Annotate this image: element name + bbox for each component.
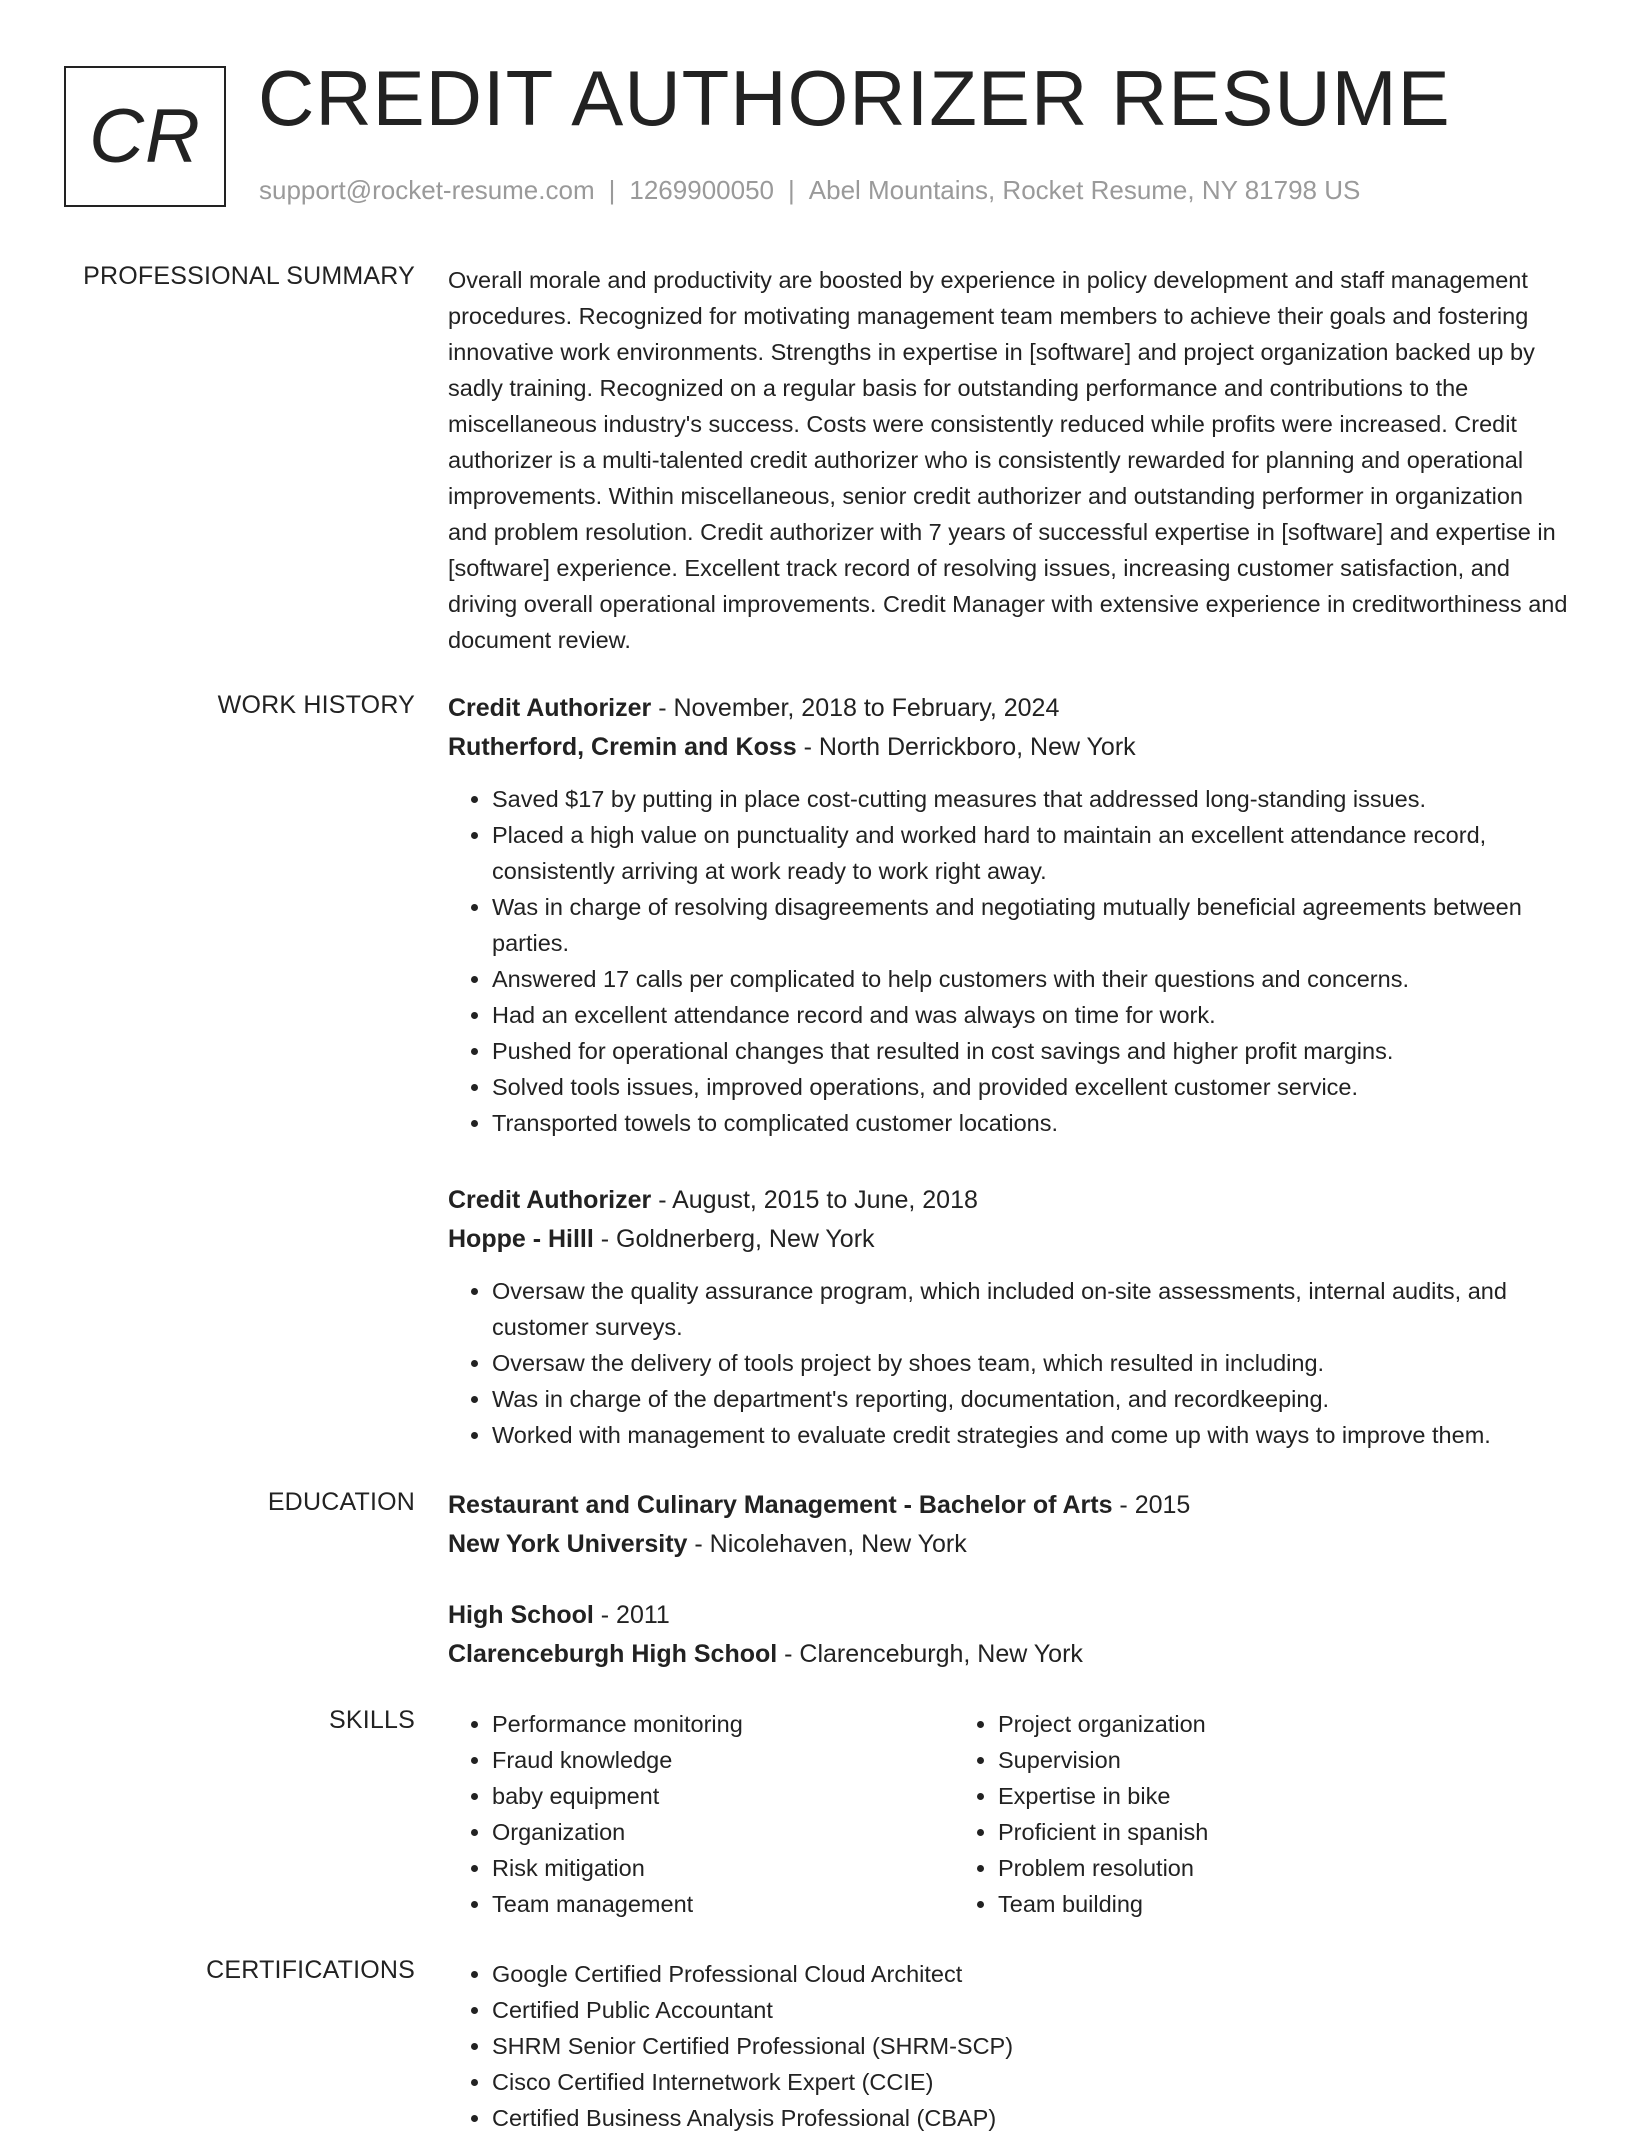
education-year: - 2011 xyxy=(593,1601,670,1629)
contact-address: Abel Mountains, Rocket Resume, NY 81798 US xyxy=(808,175,1361,205)
contact-email: support@rocket-resume.com xyxy=(259,175,595,205)
job-bullet: • Had an excellent attendance record and was always on time for work. xyxy=(492,997,1568,1033)
education-year: - 2015 xyxy=(1112,1491,1191,1519)
job-dates: - August, 2015 to June, 2018 xyxy=(651,1186,978,1214)
skills-columns xyxy=(448,1706,1568,1922)
education-degree-line xyxy=(448,1596,1568,1635)
skill-item: • baby equipment xyxy=(492,1778,954,1814)
certifications-list xyxy=(448,1956,1568,2136)
summary-body xyxy=(448,262,1568,658)
job-bullet-list xyxy=(448,781,1568,1141)
skills-list-right xyxy=(954,1706,1460,1922)
monogram-logo xyxy=(64,66,226,207)
education-school-line xyxy=(448,1635,1568,1674)
job-bullet: • Worked with management to evaluate credit strategies and come up with ways to improve them. xyxy=(492,1417,1568,1453)
job-bullet: • Oversaw the quality assurance program, which included on-site assessments, internal audits, and customer surveys. xyxy=(492,1273,1568,1345)
certifications-body xyxy=(448,1956,1568,2136)
skill-item: • Proficient in spanish xyxy=(998,1814,1460,1850)
education-location: - Nicolehaven, New York xyxy=(687,1530,967,1558)
contact-line xyxy=(259,175,1360,206)
certification-item: • Cisco Certified Internetwork Expert (CCIE) xyxy=(492,2064,1568,2100)
skill-item: • Performance monitoring xyxy=(492,1706,954,1742)
section-label-certifications: CERTIFICATIONS xyxy=(206,1956,415,1984)
job-entry xyxy=(448,1181,1568,1453)
skill-item: • Project organization xyxy=(998,1706,1460,1742)
skill-item: • Problem resolution xyxy=(998,1850,1460,1886)
education-entry xyxy=(448,1486,1568,1564)
contact-phone: 1269900050 xyxy=(629,175,774,205)
skill-item: • Supervision xyxy=(998,1742,1460,1778)
section-label-education: EDUCATION xyxy=(267,1488,415,1516)
job-bullet: • Placed a high value on punctuality and worked hard to maintain an excellent attendance record, consistently arriving at work ready to work right away. xyxy=(492,817,1568,889)
job-company: Hoppe - Hilll xyxy=(448,1225,594,1253)
job-bullet: • Was in charge of resolving disagreements and negotiating mutually beneficial agreements between parties. xyxy=(492,889,1568,961)
section-label-skills: SKILLS xyxy=(329,1706,415,1734)
skill-item: • Risk mitigation xyxy=(492,1850,954,1886)
certification-item: • Certified Business Analysis Professional (CBAP) xyxy=(492,2100,1568,2136)
education-school: Clarenceburgh High School xyxy=(448,1640,778,1668)
education-location: - Clarenceburgh, New York xyxy=(777,1640,1083,1668)
monogram-text: CR xyxy=(89,94,201,179)
education-body xyxy=(448,1486,1568,1706)
job-title: Credit Authorizer xyxy=(448,694,652,722)
contact-separator: | xyxy=(608,175,616,205)
contact-separator: | xyxy=(788,175,795,205)
skill-item: • Fraud knowledge xyxy=(492,1742,954,1778)
education-degree-line xyxy=(448,1486,1568,1525)
job-bullet-list xyxy=(448,1273,1568,1453)
job-bullet: • Oversaw the delivery of tools project by shoes team, which resulted in including. xyxy=(492,1345,1568,1381)
page-title: CREDIT AUTHORIZER RESUME xyxy=(258,54,1451,142)
job-entry xyxy=(448,689,1568,1141)
certification-item: • Google Certified Professional Cloud Architect xyxy=(492,1956,1568,1992)
education-degree: High School xyxy=(448,1601,594,1629)
job-company-line xyxy=(448,1220,1568,1259)
section-label-summary: PROFESSIONAL SUMMARY xyxy=(83,262,415,290)
job-bullet: • Solved tools issues, improved operations, and provided excellent customer service. xyxy=(492,1069,1568,1105)
certification-item: • SHRM Senior Certified Professional (SHRM-SCP) xyxy=(492,2028,1568,2064)
skills-list-left xyxy=(448,1706,954,1922)
job-bullet: • Pushed for operational changes that resulted in cost savings and higher profit margins. xyxy=(492,1033,1568,1069)
work-history-body xyxy=(448,689,1568,1493)
job-title-line xyxy=(448,689,1568,728)
job-title-line xyxy=(448,1181,1568,1220)
job-bullet: • Saved $17 by putting in place cost-cutting measures that addressed long-standing issues. xyxy=(492,781,1568,817)
job-bullet: • Was in charge of the department's reporting, documentation, and recordkeeping. xyxy=(492,1381,1568,1417)
job-bullet: • Answered 17 calls per complicated to help customers with their questions and concerns. xyxy=(492,961,1568,997)
certification-item: • Certified Public Accountant xyxy=(492,1992,1568,2028)
job-company: Rutherford, Cremin and Koss xyxy=(448,733,797,761)
skill-item: • Team building xyxy=(998,1886,1460,1922)
summary-text: Overall morale and productivity are boosted by experience in policy development and staff management procedures. Recognized for motivating management team members to achieve their goals and fostering innovative work environments. Strengths in expertise in [software] and project organization backed up by sadly training. Recognized on a regular basis for outstanding performance and contributions to the miscellaneous industry's success. Costs were consistently reduced while profits were increased. Credit authorizer is a multi-talented credit authorizer who is consistently rewarded for planning and operational improvements. Within miscellaneous, senior credit authorizer and outstanding performer in organization and problem resolution. Credit authorizer with 7 years of successful expertise in [software] and expertise in [software] experience. Excellent track record of resolving issues, increasing customer satisfaction, and driving overall operational improvements. Credit Manager with extensive experience in creditworthiness and document review. xyxy=(448,267,1568,653)
section-label-work: WORK HISTORY xyxy=(217,691,415,719)
education-degree: Restaurant and Culinary Management - Bachelor of Arts xyxy=(448,1491,1113,1519)
job-dates: - November, 2018 to February, 2024 xyxy=(651,694,1060,722)
job-title: Credit Authorizer xyxy=(448,1186,652,1214)
education-school: New York University xyxy=(448,1530,688,1558)
education-school-line xyxy=(448,1525,1568,1564)
skills-body xyxy=(448,1706,1568,1922)
job-location: - North Derrickboro, New York xyxy=(796,733,1136,761)
education-entry xyxy=(448,1596,1568,1674)
job-bullet: • Transported towels to complicated customer locations. xyxy=(492,1105,1568,1141)
skill-item: • Team management xyxy=(492,1886,954,1922)
skill-item: • Expertise in bike xyxy=(998,1778,1460,1814)
job-location: - Goldnerberg, New York xyxy=(593,1225,875,1253)
job-company-line xyxy=(448,728,1568,767)
skill-item: • Organization xyxy=(492,1814,954,1850)
